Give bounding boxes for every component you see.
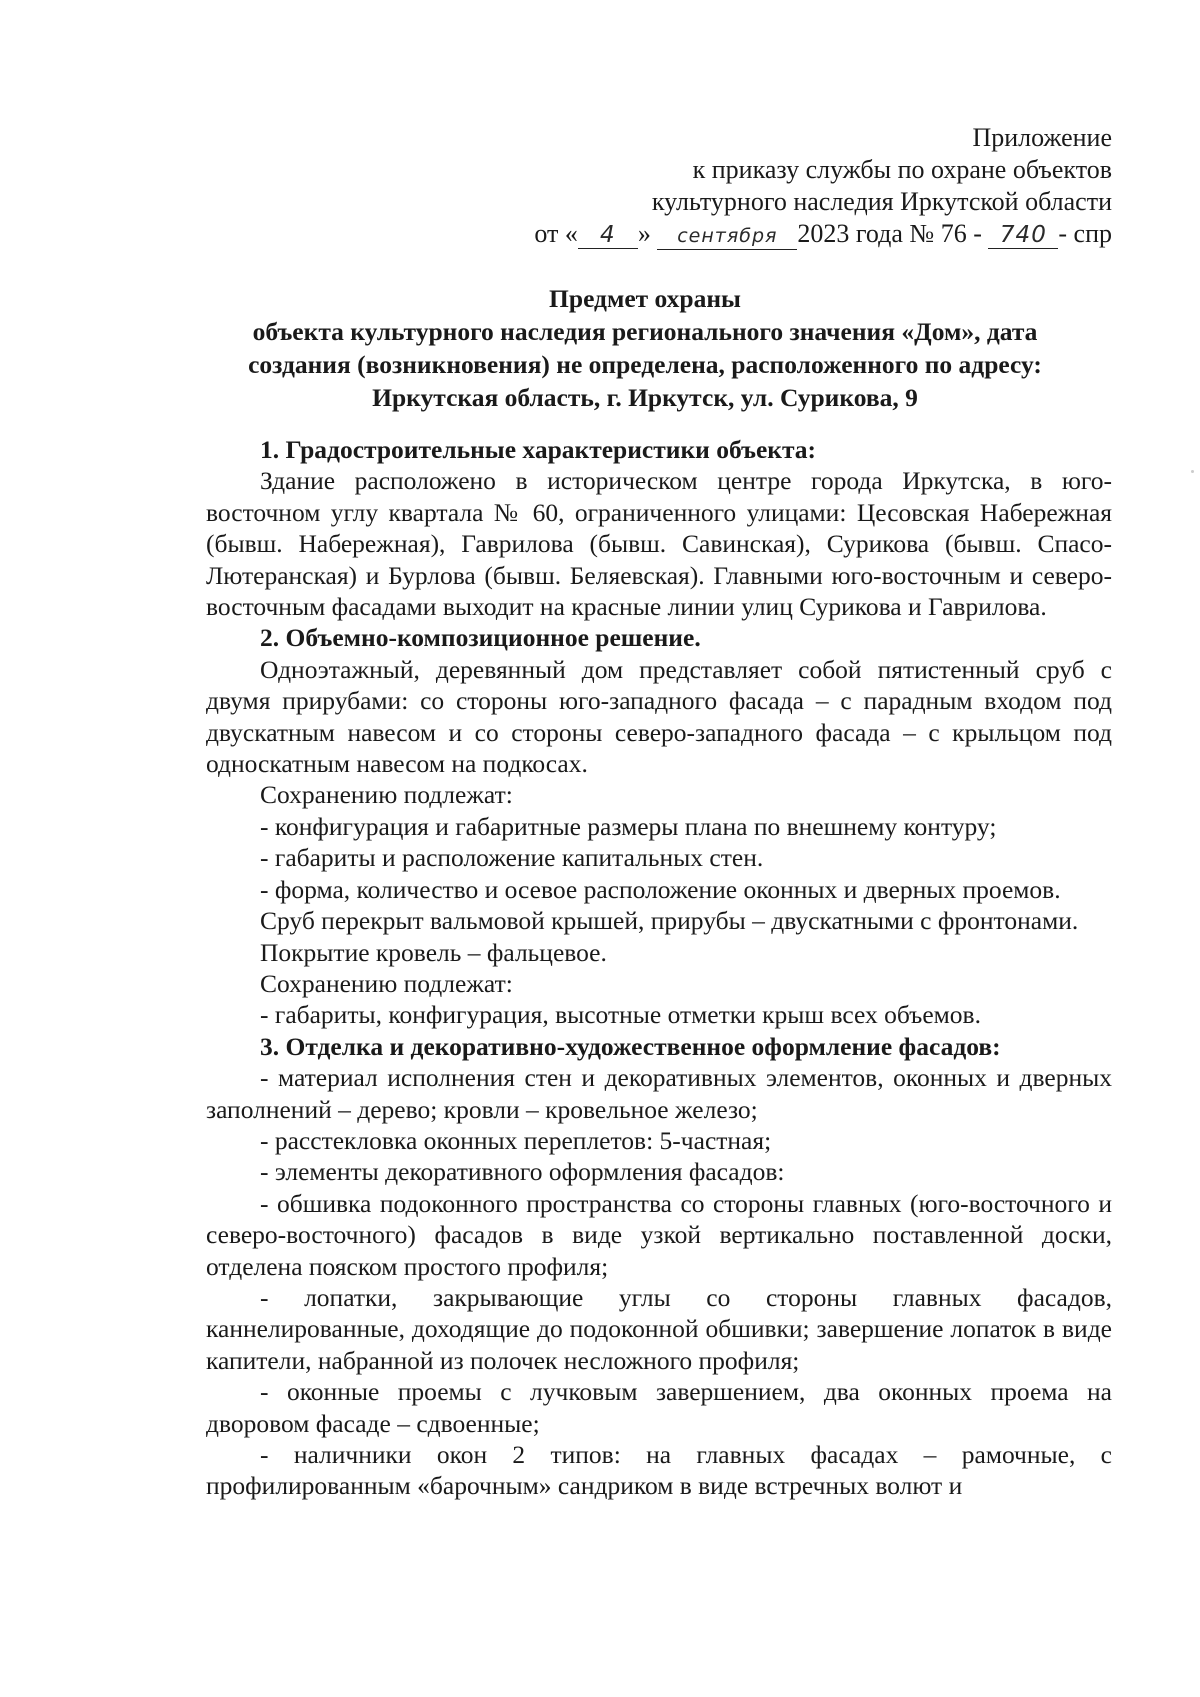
document-body bbox=[206, 434, 1112, 1502]
section-2-preserve-label-2: Сохранению подлежат: bbox=[260, 968, 513, 998]
section-3-item-4: - обшивка подоконного пространства со стороны главных (юго-восточного и северо-восточного) фасадов в виде узкой вертикально поставленной доски, отделена пояском простого профиля; bbox=[206, 1188, 1112, 1281]
section-3-item-6: - оконные проемы с лучковым завершением, два оконных проема на дворовом фасаде – сдвоенные; bbox=[206, 1377, 1112, 1438]
section-3-item-3: - элементы декоративного оформления фасадов: bbox=[260, 1157, 785, 1187]
handwritten-month: сентября bbox=[657, 223, 797, 250]
section-2-heading: 2. Объемно-композиционное решение. bbox=[260, 623, 701, 653]
order-suffix: - спр bbox=[1058, 219, 1112, 248]
handwritten-day: 4 bbox=[578, 222, 638, 249]
appendix-authority: культурного наследия Иркутской области bbox=[651, 187, 1112, 216]
document-title: Предмет охраны bbox=[549, 284, 741, 313]
date-prefix: от « bbox=[534, 219, 578, 248]
appendix-header bbox=[534, 122, 1112, 250]
document-subtitle: объекта культурного наследия регионального значения «Дом», дата создания (возникновения) не определена, расположенного по адресу: Иркутская область, г. Иркутск, ул. Сурикова, 9 bbox=[248, 317, 1042, 412]
date-year-text: 2023 года № 76 - bbox=[797, 219, 982, 248]
scan-speck bbox=[1191, 470, 1194, 473]
section-3-item-1: - материал исполнения стен и декоративных элементов, оконных и дверных заполнений – дерево; кровли – кровельное железо; bbox=[206, 1063, 1112, 1124]
section-3-item-5: - лопатки, закрывающие углы со стороны главных фасадов, каннелированные, доходящие до подоконной обшивки; завершение лопаток в виде капители, набранной из полочек несложного профиля; bbox=[206, 1282, 1112, 1375]
section-2-item-3: - форма, количество и осевое расположение оконных и дверных проемов. bbox=[260, 874, 1061, 904]
section-1-heading: 1. Градостроительные характеристики объекта: bbox=[260, 435, 817, 464]
section-2-preserve-label: Сохранению подлежат: bbox=[260, 780, 513, 810]
appendix-label: Приложение bbox=[972, 123, 1112, 152]
section-2-roof: Сруб перекрыт вальмовой крышей, прирубы – двускатными с фронтонами. bbox=[260, 906, 1079, 936]
appendix-date-line bbox=[534, 218, 1112, 250]
section-3-item-7: - наличники окон 2 типов: на главных фасадах – рамочные, с профилированным «барочным» сандриком в виде встречных волют и bbox=[206, 1440, 1112, 1501]
section-2-roof-cover: Покрытие кровель – фальцевое. bbox=[260, 937, 607, 967]
section-1-text: Здание расположено в историческом центре города Иркутска, в юго-восточном углу квартала № 60, ограниченного улицами: Цесовская Набережная (бывш. Набережная), Гаврилова (бывш. Савинская), Сурикова (бывш. Спасо-Лютеранская) и Бурлова (бывш. Беляевская). Главными юго-восточным и северо-восточным фасадами выходит на красные линии улиц Сурикова и Гаврилова. bbox=[206, 466, 1112, 622]
section-2-item-2: - габариты и расположение капитальных стен. bbox=[260, 843, 764, 873]
section-2-item-4: - габариты, конфигурация, высотные отметки крыш всех объемов. bbox=[260, 1000, 981, 1030]
document-title-block bbox=[200, 282, 1090, 414]
section-3-item-2: - расстекловка оконных переплетов: 5-частная; bbox=[260, 1125, 772, 1155]
section-3-heading: 3. Отделка и декоративно-художественное оформление фасадов: bbox=[260, 1031, 1001, 1061]
date-close-quote: » bbox=[637, 219, 651, 248]
handwritten-order-number: 740 bbox=[988, 222, 1058, 249]
appendix-order-ref: к приказу службы по охране объектов bbox=[692, 155, 1112, 184]
section-2-text: Одноэтажный, деревянный дом представляет собой пятистенный сруб с двумя прирубами: со стороны юго-западного фасада – с парадным входом под двускатным навесом и со стороны северо-западного фасада – с крыльцом под односкатным навесом на подкосах. bbox=[206, 654, 1112, 779]
section-2-item-1: - конфигурация и габаритные размеры плана по внешнему контуру; bbox=[260, 811, 997, 841]
